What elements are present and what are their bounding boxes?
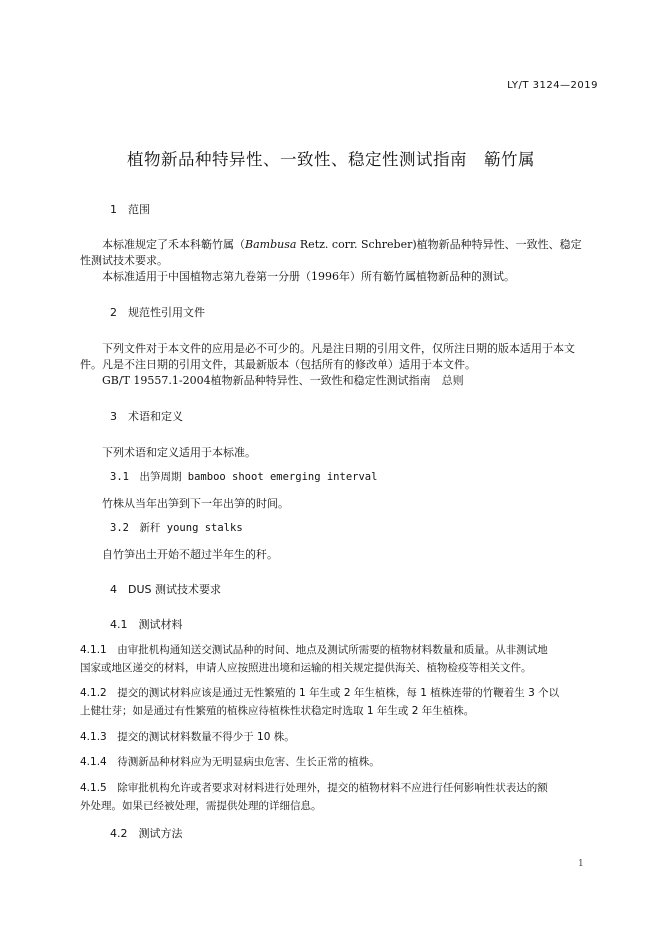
document-title: 植物新品种特异性、一致性、稳定性测试指南 簕竹属 xyxy=(127,150,535,169)
section-1-para-1-line-2: 性测试技术要求。 xyxy=(80,254,168,267)
term-3-2-definition: 自竹笋出土开始不超过半年生的秆。 xyxy=(102,548,278,561)
section-2-reference: GB/T 19557.1-2004植物新品种特异性、一致性和稳定性测试指南 总则 xyxy=(102,374,464,387)
page-number: 1 xyxy=(578,859,584,869)
section-2-para-line-2: 件。凡是不注日期的引用文件，其最新版本（包括所有的修改单）适用于本文件。 xyxy=(80,358,476,371)
item-4-1-1-line-1: 4.1.1 由审批机构通知送交测试品种的时间、地点及测试所需要的植物材料数量和质量。从非测试地 xyxy=(80,644,548,656)
subsection-4-1-heading: 4.1 测试材料 xyxy=(110,618,183,631)
term-3-2-heading: 3.2 新秆 young stalks xyxy=(110,522,243,534)
section-1-para-2: 本标准适用于中国植物志第九卷第一分册（1996年）所有簕竹属植物新品种的测试。 xyxy=(102,270,515,283)
text-run: 本标准规定了禾本科簕竹属（ xyxy=(102,238,245,251)
item-4-1-5-line-1: 4.1.5 除审批机构允许或者要求对材料进行处理外，提交的植物材料不应进行任何影响性状表达的额 xyxy=(80,782,548,794)
item-4-1-5-line-2: 外处理。如果已经被处理，需提供处理的详细信息。 xyxy=(80,800,322,812)
section-3-intro: 下列术语和定义适用于本标准。 xyxy=(102,446,256,459)
term-3-1-heading: 3.1 出笋周期 bamboo shoot emerging interval xyxy=(110,471,378,483)
item-4-1-2-line-1: 4.1.2 提交的测试材料应该是通过无性繁殖的 1 年生或 2 年生植株，每 1 植株连带的竹鞭着生 3 个以 xyxy=(80,687,560,699)
standard-number: LY/T 3124—2019 xyxy=(507,80,598,91)
genus-italic: Bambusa xyxy=(245,238,297,251)
section-2-para-line-1: 下列文件对于本文件的应用是必不可少的。凡是注日期的引用文件，仅所注日期的版本适用于本文 xyxy=(102,342,575,355)
section-1-para-1-line-1 xyxy=(102,236,582,252)
term-3-1-definition: 竹株从当年出笋到下一年出笋的时间。 xyxy=(102,497,289,510)
section-3-heading: 3 术语和定义 xyxy=(110,410,183,423)
item-4-1-4: 4.1.4 待测新品种材料应为无明显病虫危害、生长正常的植株。 xyxy=(80,756,380,768)
item-4-1-3: 4.1.3 提交的测试材料数量不得少于 10 株。 xyxy=(80,731,295,743)
section-2-heading: 2 规范性引用文件 xyxy=(110,306,205,319)
item-4-1-1-line-2: 国家或地区递交的材料，申请人应按照进出境和运输的相关规定提供海关、植物检疫等相关文件。 xyxy=(80,662,532,674)
section-1-heading: 1 范围 xyxy=(110,203,150,216)
item-4-1-2-line-2: 上健壮芽；如是通过有性繁殖的植株应待植株性状稳定时选取 1 年生或 2 年生植株。 xyxy=(80,705,475,717)
subsection-4-2-heading: 4.2 测试方法 xyxy=(110,827,183,840)
section-4-heading: 4 DUS 测试技术要求 xyxy=(110,583,221,596)
text-run: Retz. corr. Schreber)植物新品种特异性、一致性、稳定 xyxy=(296,238,582,251)
